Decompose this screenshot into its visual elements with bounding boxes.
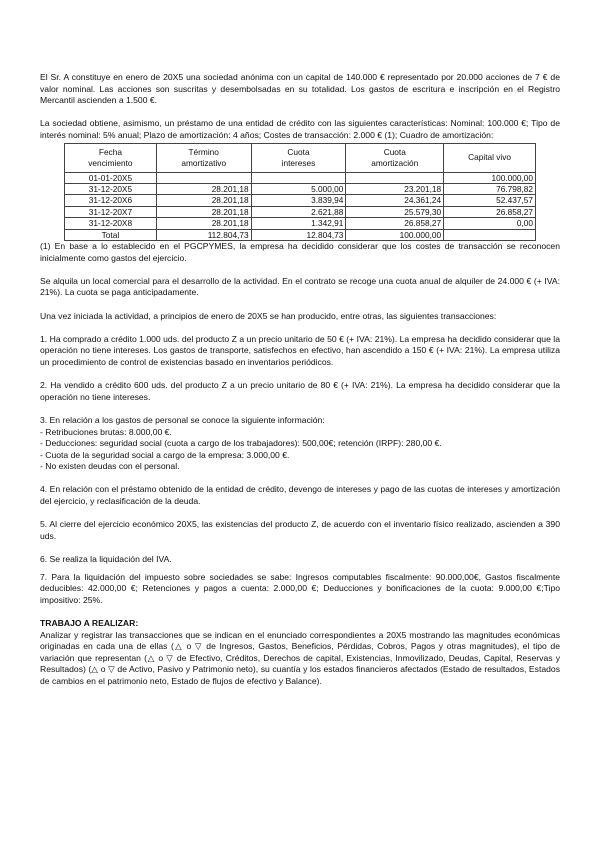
task-title: TRABAJO A REALIZAR: <box>40 618 139 628</box>
cell-capital: 76.798,82 <box>444 183 536 194</box>
list-item: - Cuota de la seguridad social a cargo de la empresa: 3.000,00 €. <box>40 449 290 460</box>
list-item: - No existen deudas con el personal. <box>40 461 180 472</box>
amortization-table <box>64 143 536 241</box>
cell-amortizacion <box>346 172 444 183</box>
list-item: - Retribuciones brutas: 8.000,00 €. <box>40 426 172 437</box>
cell-date: 31-12-20X7 <box>65 206 157 217</box>
transaction-1: 1. Ha comprado a crédito 1.000 uds. del producto Z a un precio unitario de 50 € (+ IVA: 21%). La empresa ha decidido considerar que la operación no tiene intereses. Los gastos de transporte, satisfechos en efectivo, han ascendido a 150 € (+ IVA: 21%). La empresa utiliza un procedimiento de control de existencias basado en inventarios periódicos. <box>40 333 560 367</box>
table-row <box>65 183 536 194</box>
cell-amortizacion: 100.000,00 <box>346 229 444 240</box>
cell-capital: 26.858,27 <box>444 206 536 217</box>
footnote: (1) En base a lo establecido en el PGCPYMES, la empresa ha decidido considerar que los costes de transacción se reconocen inicialmente como gastos del ejercicio. <box>40 241 560 263</box>
table-header-row <box>65 143 536 172</box>
cell-capital: 100.000,00 <box>444 172 536 183</box>
transaction-5: 5. Al cierre del ejercicio económico 20X5, las existencias del producto Z, de acuerdo con el inventario físico realizado, ascienden a 390 uds. <box>40 519 560 541</box>
cell-intereses: 2.621,88 <box>251 206 346 217</box>
table-total-row <box>65 229 536 240</box>
transactions-intro: Una vez iniciada la actividad, a principios de enero de 20X5 se han producido, entre otras, las siguientes transacciones: <box>40 310 497 321</box>
cell-termino: 28.201,18 <box>156 206 251 217</box>
header-cuota-intereses: Cuota intereses <box>251 143 346 172</box>
task-body: Analizar y registrar las transacciones que se indican en el enunciado correspondientes a 20X5 mostrando las magnitudes económicas originadas en cada una de ellas (△ o ▽ de Ingresos, Gastos, Beneficios, Pérdidas, Cobros, Pagos y otras magnitudes), el tipo de variación que representan (△ o ▽ de Efectivo, Créditos, Derechos de capital, Existencias, Inmovilizado, Deudas, Capital, Reservas y Resultados) (△ o ▽ de Activo, Pasivo y Patrimonio neto), su cuantía y los estados financieros afectados (Estado de resultados, Estados de cambios en el patrimonio neto, Estado de flujos de efectivo y Balance). <box>40 629 560 686</box>
cell-amortizacion: 23.201,18 <box>346 183 444 194</box>
rent-paragraph: Se alquila un local comercial para el desarrollo de la actividad. En el contrato se recoge una cuota anual de alquiler de 24.000 € (+ IVA: 21%). La cuota se paga anticipadamente. <box>40 275 560 298</box>
cell-date: 31-12-20X8 <box>65 218 157 229</box>
header-capital-vivo: Capital vivo <box>444 143 536 172</box>
cell-termino <box>156 172 251 183</box>
list-item: - Deducciones: seguridad social (cuota a cargo de los trabajadores): 500,00€; retención (IRPF): 280,00 €. <box>40 438 442 449</box>
cell-amortizacion: 24.361,24 <box>346 195 444 206</box>
cell-termino: 28.201,18 <box>156 183 251 194</box>
cell-intereses: 1.342,91 <box>251 218 346 229</box>
cell-intereses <box>251 172 346 183</box>
intro-paragraph-loan: La sociedad obtiene, asimismo, un préstamo de una entidad de crédito con las siguientes características: Nominal: 100.000 €; Tipo de interés nominal: 5% anual; Plazo de amortización: 4 años; Costes de transacción: 2.000 € (1); Cuadro de amortización: <box>40 118 560 140</box>
cell-termino: 28.201,18 <box>156 195 251 206</box>
cell-capital: 52.437,57 <box>444 195 536 206</box>
cell-amortizacion: 25.579,30 <box>346 206 444 217</box>
table-row <box>65 172 536 183</box>
cell-termino: 112.804,73 <box>156 229 251 240</box>
cell-intereses: 3.839,94 <box>251 195 346 206</box>
cell-intereses: 5.000,00 <box>251 183 346 194</box>
transaction-6: 6. Se realiza la liquidación del IVA. <box>40 554 172 565</box>
header-cuota-amortizacion: Cuota amortización <box>346 143 444 172</box>
cell-capital <box>444 229 536 240</box>
cell-total-label: Total <box>65 229 157 240</box>
cell-capital: 0,00 <box>444 218 536 229</box>
cell-date: 01-01-20X5 <box>65 172 157 183</box>
cell-date: 31-12-20X5 <box>65 183 157 194</box>
cell-amortizacion: 26.858,27 <box>346 218 444 229</box>
document-page <box>40 72 560 688</box>
table-row <box>65 206 536 217</box>
intro-paragraph-capital: El Sr. A constituye en enero de 20X5 una sociedad anónima con un capital de 140.000 € representado por 20.000 acciones de 7 € de valor nominal. Las acciones son suscritas y desembolsadas en su totalidad. Los gastos de escritura e inscripción en el Registro Mercantil ascienden a 1.500 €. <box>40 72 560 106</box>
cell-date: 31-12-20X6 <box>65 195 157 206</box>
transaction-3-title: 3. En relación a los gastos de personal se conoce la siguiente información: <box>40 414 325 425</box>
cell-intereses: 12.804,73 <box>251 229 346 240</box>
table-row <box>65 218 536 229</box>
transaction-4: 4. En relación con el préstamo obtenido de la entidad de crédito, devengo de intereses y pago de las cuotas de intereses y amortización del ejercicio, y reclasificación de la deuda. <box>40 484 560 507</box>
cell-termino: 28.201,18 <box>156 218 251 229</box>
table-row <box>65 195 536 206</box>
header-termino: Término amortizativo <box>156 143 251 172</box>
transaction-2: 2. Ha vendido a crédito 600 uds. del producto Z a un precio unitario de 80 € (+ IVA: 21%). La empresa ha decidido considerar que la operación no tiene intereses. <box>40 380 560 402</box>
header-fecha: Fecha vencimiento <box>65 143 157 172</box>
transaction-7: 7. Para la liquidación del impuesto sobre sociedades se sabe: Ingresos computables fiscalmente: 90.000,00€, Gastos fiscalmente deducibles: 42.000,00 €; Retenciones y pagos a cuenta: 2.000,00 €; Deducciones y bonificaciones de la cuota: 9.000,00 €;Tipo impositivo: 25%. <box>40 571 560 605</box>
personnel-list <box>40 427 560 473</box>
